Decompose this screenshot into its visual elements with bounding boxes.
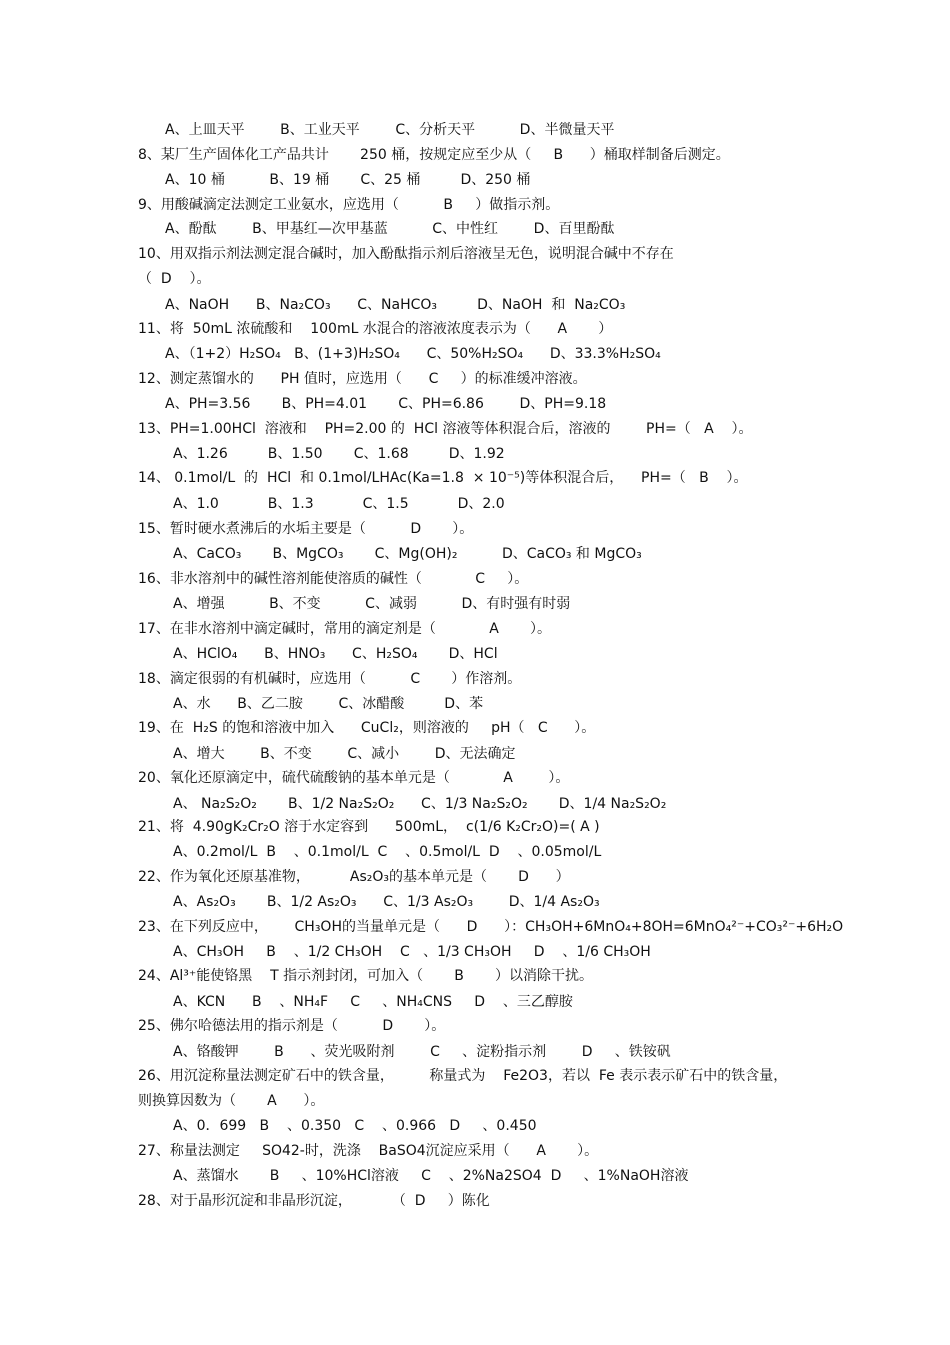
question-12-options: A、PH=3.56 B、PH=4.01 C、PH=6.86 D、PH=9.18 <box>165 396 607 412</box>
question-18: 18、滴定很弱的有机碱时，应选用（ C ）作溶剂。 <box>138 671 522 687</box>
question-21-options: A、0.2mol/L B 、0.1mol/L C 、0.5mol/L D 、0.05mol/L <box>173 844 602 860</box>
question-9-options: A、酚酞 B、甲基红—次甲基蓝 C、中性红 D、百里酚酞 <box>165 221 615 237</box>
question-22-options: A、As₂O₃ B、1/2 As₂O₃ C、1/3 As₂O₃ D、1/4 As₂O₃ <box>173 894 600 910</box>
question-26: 26、用沉淀称量法测定矿石中的铁含量， 称量式为 Fe2O3，若以 Fe 表示表示矿石中的铁含量， <box>138 1068 788 1084</box>
question-19-options: A、增大 B、不变 C、减小 D、无法确定 <box>173 746 516 762</box>
question-20-options: A、 Na₂S₂O₂ B、1/2 Na₂S₂O₂ C、1/3 Na₂S₂O₂ D、1/4 Na₂S₂O₂ <box>173 796 667 812</box>
question-8: 8、某厂生产固体化工产品共计 250 桶，按规定应至少从（ B ）桶取样制备后测定。 <box>138 147 730 163</box>
question-12: 12、测定蒸馏水的 PH 值时，应选用（ C ）的标准缓冲溶液。 <box>138 371 587 387</box>
question-21: 21、将 4.90gK₂Cr₂O 溶于水定容到 500mL， c(1/6 K₂Cr₂O)=( A ) <box>138 819 600 835</box>
question-27-options: A、蒸馏水 B 、10%HCl溶液 C 、2%Na2SO4 D 、1%NaOH溶液 <box>173 1168 689 1184</box>
question-11-options: A、（1+2）H₂SO₄ B、(1+3)H₂SO₄ C、50%H₂SO₄ D、33.3%H₂SO₄ <box>165 346 661 362</box>
question-25: 25、佛尔哈德法用的指示剂是（ D ）。 <box>138 1018 446 1034</box>
question-25-options: A、铬酸钾 B 、荧光吸附剂 C 、淀粉指示剂 D 、铁铵矾 <box>173 1044 671 1060</box>
question-8-options: A、10 桶 B、19 桶 C、25 桶 D、250 桶 <box>165 172 531 188</box>
question-23: 23、在下列反应中， CH₃OH的当量单元是（ D ）：CH₃OH+6MnO₄+8OH=6MnO₄²⁻+CO₃²⁻+6H₂O <box>138 919 844 935</box>
question-10-cont: （ D ）。 <box>138 271 211 287</box>
question-24-options: A、KCN B 、NH₄F C 、NH₄CNS D 、三乙醇胺 <box>173 994 573 1010</box>
question-15-options: A、CaCO₃ B、MgCO₃ C、Mg(OH)₂ D、CaCO₃ 和 MgCO₃ <box>173 546 642 562</box>
question-13: 13、PH=1.00HCl 溶液和 PH=2.00 的 HCl 溶液等体积混合后，溶液的 PH=（ A ）。 <box>138 421 753 437</box>
question-9: 9、用酸碱滴定法测定工业氨水，应选用（ B ）做指示剂。 <box>138 197 560 213</box>
question-16: 16、非水溶剂中的碱性溶剂能使溶质的碱性（ C ）。 <box>138 571 529 587</box>
question-17: 17、在非水溶剂中滴定碱时，常用的滴定剂是（ A ）。 <box>138 621 551 637</box>
question-14-options: A、1.0 B、1.3 C、1.5 D、2.0 <box>173 496 505 512</box>
question-18-options: A、水 B、乙二胺 C、冰醋酸 D、苯 <box>173 696 484 712</box>
question-23-options: A、CH₃OH B 、1/2 CH₃OH C 、1/3 CH₃OH D 、1/6 CH₃OH <box>173 944 651 960</box>
question-24: 24、Al³⁺能使铬黑 T 指示剂封闭，可加入（ B ）以消除干扰。 <box>138 968 593 984</box>
question-19: 19、在 H₂S 的饱和溶液中加入 CuCl₂，则溶液的 pH（ C ）。 <box>138 720 596 736</box>
question-7-options: A、上皿天平 B、工业天平 C、分析天平 D、半微量天平 <box>165 122 615 138</box>
question-13-options: A、1.26 B、1.50 C、1.68 D、1.92 <box>173 446 505 462</box>
question-10-options: A、NaOH B、Na₂CO₃ C、NaHCO₃ D、NaOH 和 Na₂CO₃ <box>165 297 626 313</box>
question-20: 20、氧化还原滴定中，硫代硫酸钠的基本单元是（ A ）。 <box>138 770 570 786</box>
question-16-options: A、增强 B、不变 C、减弱 D、有时强有时弱 <box>173 596 571 612</box>
question-26-cont: 则换算因数为（ A ）。 <box>138 1093 325 1109</box>
question-28: 28、对于晶形沉淀和非晶形沉淀， （ D ）陈化 <box>138 1193 490 1209</box>
question-14: 14、 0.1mol/L 的 HCl 和 0.1mol/LHAc(Ka=1.8 × 10⁻⁵)等体积混合后， PH=（ B ）。 <box>138 470 748 486</box>
question-17-options: A、HClO₄ B、HNO₃ C、H₂SO₄ D、HCl <box>173 646 498 662</box>
question-26-options: A、0．699 B 、0.350 C 、0.966 D 、0.450 <box>173 1118 537 1134</box>
question-15: 15、暂时硬水煮沸后的水垢主要是（ D ）。 <box>138 521 474 537</box>
question-11: 11、将 50mL 浓硫酸和 100mL 水混合的溶液浓度表示为（ A ） <box>138 321 613 337</box>
question-27: 27、称量法测定 SO42-时，洗涤 BaSO4沉淀应采用（ A ）。 <box>138 1143 599 1159</box>
question-10: 10、用双指示剂法测定混合碱时，加入酚酞指示剂后溶液呈无色，说明混合碱中不存在 <box>138 246 674 262</box>
question-22: 22、作为氧化还原基准物， As₂O₃的基本单元是（ D ） <box>138 869 570 885</box>
